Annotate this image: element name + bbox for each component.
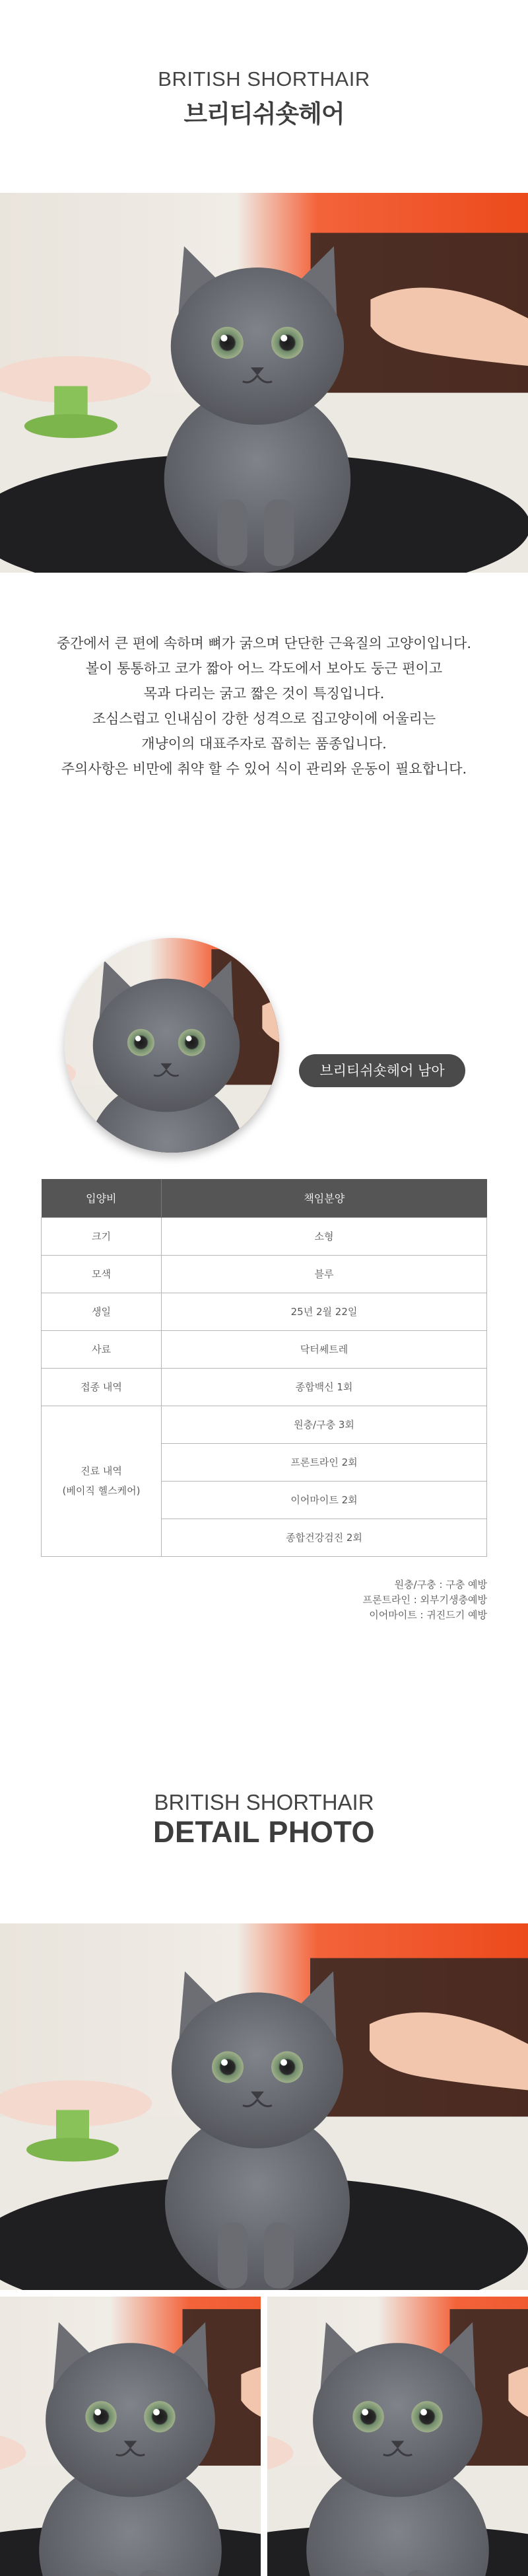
name-tag: 브리티쉬숏헤어 남아 — [299, 1054, 465, 1087]
row-value: 닥터쎄트레 — [162, 1330, 487, 1368]
description-line: 목과 다리는 굵고 짧은 것이 특징입니다. — [143, 686, 385, 701]
description-line: 중간에서 큰 편에 속하며 뼈가 굵으며 단단한 근육질의 고양이입니다. — [56, 635, 472, 651]
kitten-detail-photo-large — [0, 1923, 528, 2290]
kitten-hero-photo — [0, 193, 528, 573]
row-value: 25년 2월 22일 — [162, 1293, 487, 1330]
row-value: 블루 — [162, 1255, 487, 1293]
kitten-profile-photo — [65, 938, 279, 1153]
row-label: 크기 — [42, 1217, 162, 1255]
medical-label-line: (베이직 헬스케어) — [62, 1485, 141, 1497]
row-value: 원충/구충 3회 — [162, 1406, 487, 1443]
footnote: 원충/구충 : 구충 예방 — [394, 1579, 487, 1591]
row-label: 사료 — [42, 1330, 162, 1368]
table-row — [42, 1330, 487, 1368]
row-value: 프론트라인 2회 — [162, 1443, 487, 1481]
row-label: 모색 — [42, 1255, 162, 1293]
table-row — [42, 1293, 487, 1330]
table-header: 책임분양 — [162, 1179, 487, 1217]
row-value: 소형 — [162, 1217, 487, 1255]
row-value: 종합건강검진 2회 — [162, 1519, 487, 1556]
footnote: 프론트라인 : 외부기생충예방 — [362, 1594, 487, 1606]
table-row — [42, 1368, 487, 1406]
table-header-row — [42, 1179, 487, 1217]
table-header: 입양비 — [42, 1179, 162, 1217]
description-line: 볼이 통통하고 코가 짧아 어느 각도에서 보아도 둥근 편이고 — [85, 661, 443, 676]
row-label: 접종 내역 — [42, 1368, 162, 1406]
kitten-detail-photo-right — [267, 2297, 528, 2576]
intro-header — [0, 0, 528, 192]
footnote: 이어마이트 : 귀진드기 예방 — [369, 1609, 487, 1621]
breed-eyebrow: BRITISH SHORTHAIR — [158, 67, 370, 90]
kitten-detail-photo-left — [0, 2297, 261, 2576]
row-value: 종합백신 1회 — [162, 1368, 487, 1406]
breed-title: 브리티쉬숏헤어 — [183, 100, 345, 128]
breed-description — [0, 631, 528, 781]
description-line: 주의사항은 비만에 취약 할 수 있어 식이 관리와 운동이 필요합니다. — [61, 761, 467, 777]
detail-eyebrow: BRITISH SHORTHAIR — [154, 1790, 374, 1814]
table-row — [42, 1255, 487, 1293]
adoption-info-table — [41, 1179, 487, 1557]
description-line: 조심스럽고 인내심이 강한 성격으로 집고양이에 어울리는 — [92, 711, 436, 727]
table-row — [42, 1406, 487, 1443]
row-label: 생일 — [42, 1293, 162, 1330]
row-value: 이어마이트 2회 — [162, 1481, 487, 1519]
medical-label-line: 진료 내역 — [81, 1465, 122, 1477]
medical-label — [42, 1406, 162, 1556]
table-row — [42, 1217, 487, 1255]
footnotes — [363, 1577, 487, 1623]
detail-title: DETAIL PHOTO — [152, 1815, 376, 1849]
description-line: 개냥이의 대표주자로 꼽히는 품종입니다. — [141, 736, 387, 752]
